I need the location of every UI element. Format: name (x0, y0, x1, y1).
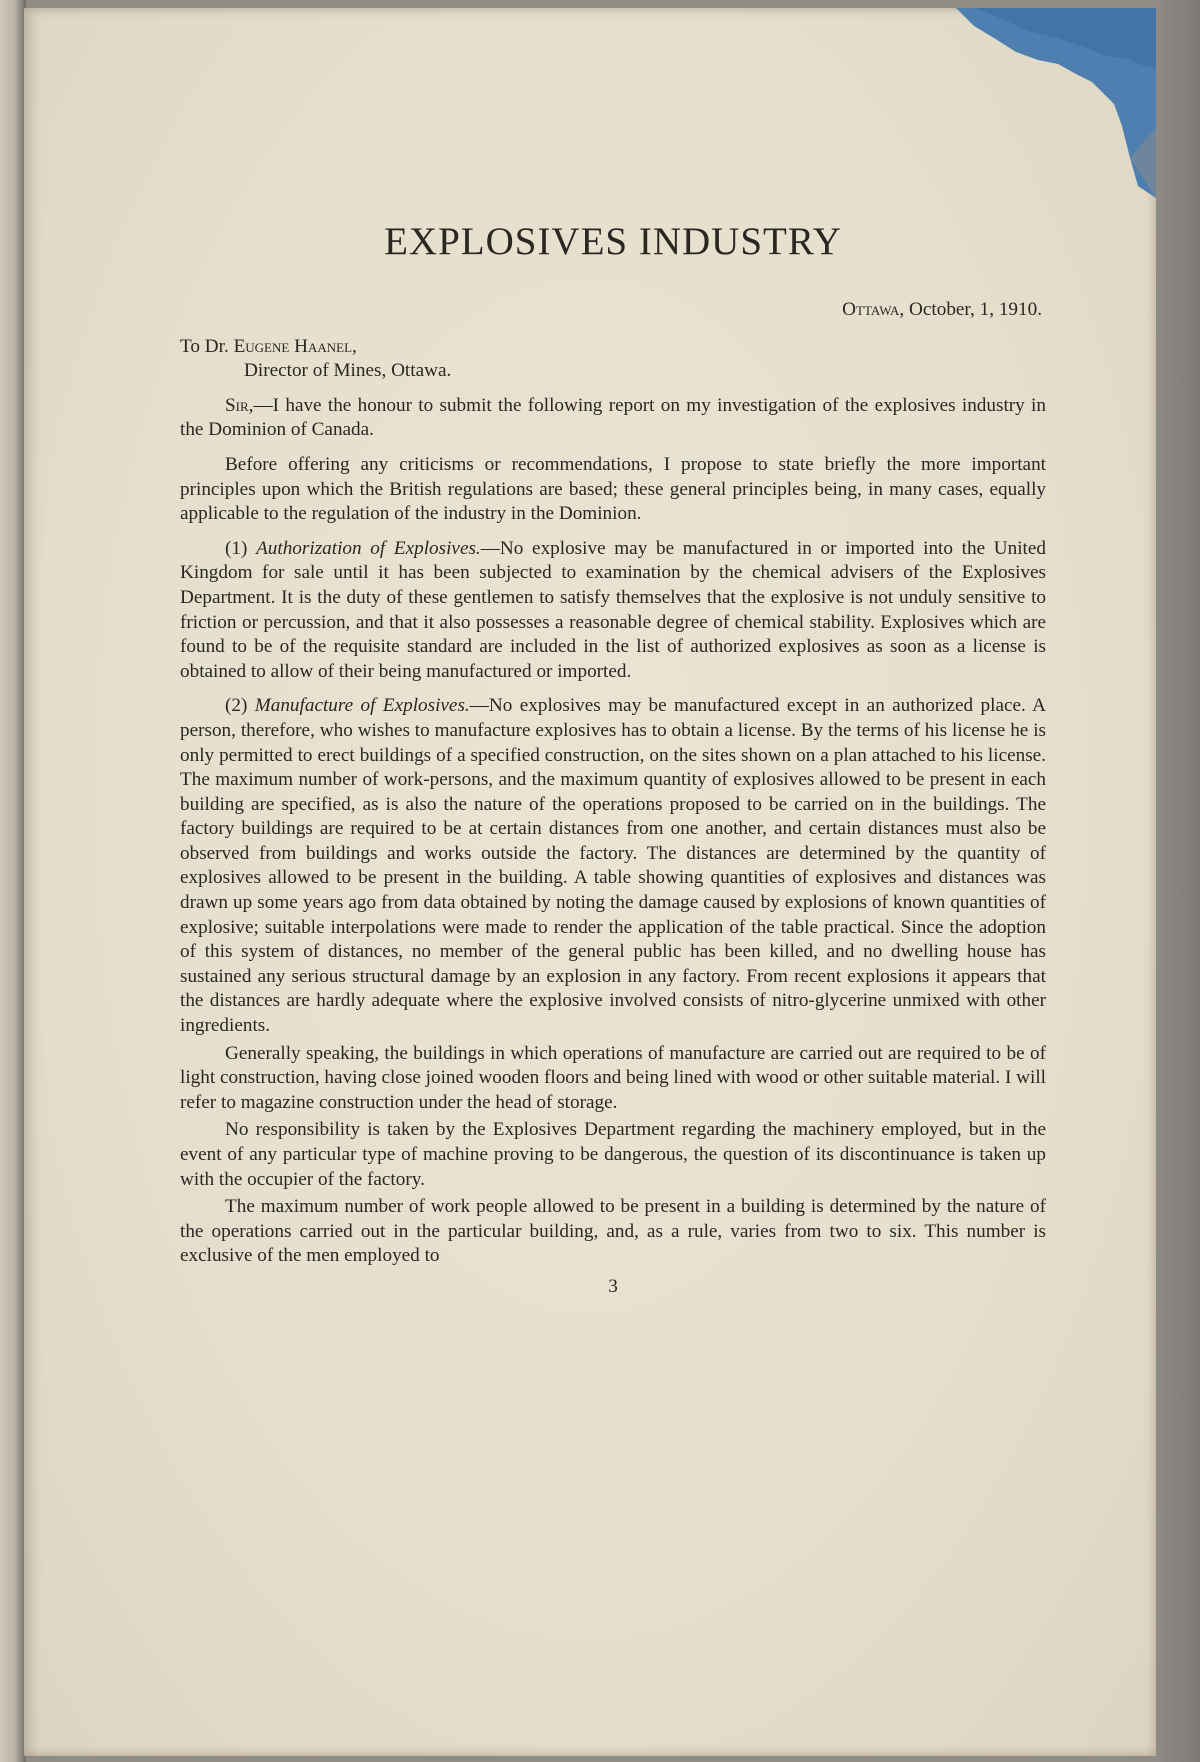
paragraph-1-text: —I have the honour to submit the following report on my investigation of the explosives industry in the Dominion of Canada. (180, 394, 1046, 441)
addressee-name: Eugene Haanel (233, 335, 353, 357)
previous-page-edge (0, 0, 26, 1762)
paragraph-6: No responsibility is taken by the Explosives Department regarding the machinery employed, but in the event of any particular type of machine proving to be dangerous, the question of its discontinuance is taken up with the occupier of the factory. (180, 1119, 1046, 1190)
paragraph-4-heading: Manufacture of Explosives. (254, 695, 470, 717)
dateline-separator: , (899, 299, 910, 320)
dateline-date: October, 1, 1910. (909, 299, 1042, 320)
page-number: 3 (608, 1275, 618, 1297)
paragraph-3-heading: Authorization of Explosives. (256, 537, 481, 559)
torn-corner-blue-backing (916, 8, 1156, 198)
addressee-line (180, 335, 1046, 360)
page-text (180, 200, 1046, 1300)
addressee-position: Director of Mines, Ottawa. (244, 360, 452, 382)
paragraph-3 (180, 537, 1046, 685)
paragraph-3-text: —No explosive may be manufactured in or imported into the United Kingdom for sale until it has been subjected to examination by the chemical advisers of the Explosives Department. It is the duty of these gentlemen to satisfy themselves that the explosive is not unduly sensitive to friction or percussion, and that it also possesses a reasonable degree of chemical stability. Explosives which are found to be of the requisite standard are included in the list of authorized explosives as soon as a license is obtained to allow of their being manufactured or imported. (180, 537, 1046, 682)
paragraph-4-number: (2) (225, 695, 255, 717)
addressee-prefix: To Dr. (180, 335, 234, 357)
dateline (180, 298, 1046, 323)
paragraph-2: Before offering any criticisms or recommendations, I propose to state briefly the more important principles upon which the British regulations are based; these general principles being, in many cases, equally applicable to the regulation of the industry in the Dominion. (180, 453, 1046, 525)
paragraph-4 (180, 694, 1046, 1038)
paragraph-7: The maximum number of work people allowed to be present in a building is determined by the nature of the operations carried out in the particular building, and, as a rule, varies from two to six. This number is exclusive of the men employed to (180, 1196, 1046, 1267)
paragraph-3-number: (1) (225, 537, 257, 559)
dateline-place: Ottawa (842, 299, 900, 320)
salutation: Sir, (225, 394, 254, 416)
page-title: EXPLOSIVES INDUSTRY (384, 220, 842, 263)
paragraph-1 (180, 394, 1046, 443)
background-edge (1154, 0, 1200, 1762)
paragraph-4-text: —No explosives may be manufactured except in an authorized place. A person, therefore, who wishes to manufacture explosives has to obtain a license. By the terms of his license he is only permitted to erect buildings of a specified construction, on the sites shown on a plan attached to his license. The maximum number of work-persons, and the maximum quantity of explosives allowed to be present in each building are specified, as is also the nature of the operations proposed to be carried on in the buildings. The factory buildings are required to be at certain distances from one another, and certain distances must also be observed from buildings and works outside the factory. The distances are determined by the quantity of explosives allowed to be present in the building. A table showing quantities of explosives and distances was drawn up some years ago from data obtained by noting the damage caused by explosions of known quantities of explosive; suitable interpolations were made to render the application of the table practical. Since the adoption of this system of distances, no member of the general public has been killed, and no dwelling house has sustained any serious structural damage by an explosion in any factory. From recent explosions it appears that the distances are hardly adequate where the explosive involved consists of nitro-glycerine unmixed with other ingredients. (180, 695, 1046, 1037)
addressee-comma: , (352, 335, 357, 357)
paragraph-5: Generally speaking, the buildings in which operations of manufacture are carried out are required to be of light construction, having close joined wooden floors and being lined with wood or other suitable material. I will refer to magazine construction under the head of storage. (180, 1042, 1046, 1113)
